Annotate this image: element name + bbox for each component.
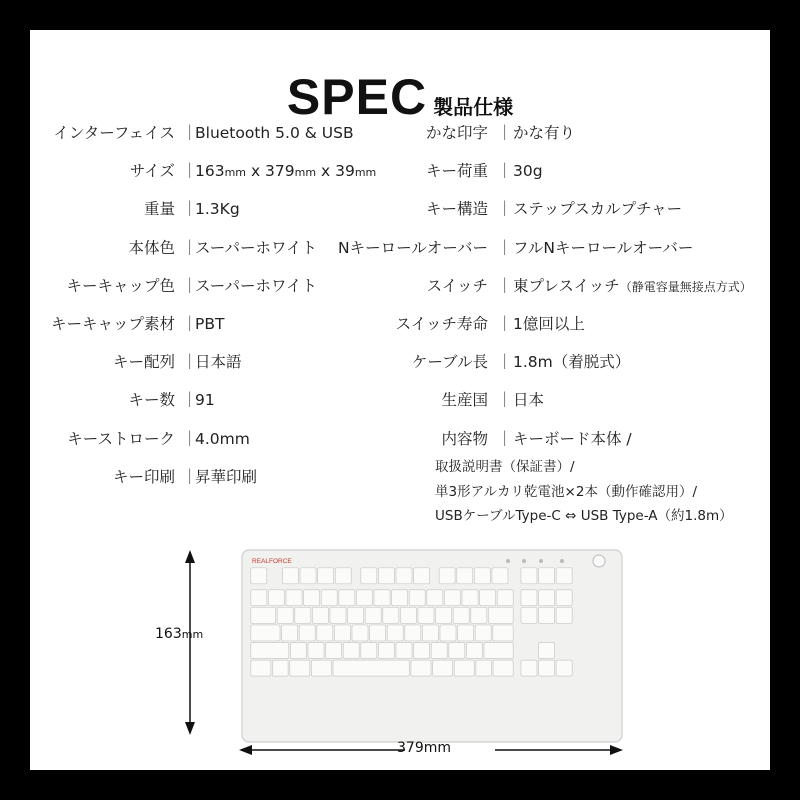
key: [352, 625, 368, 641]
key-function: [378, 568, 394, 584]
key: [436, 607, 452, 623]
spec-label: キー構造: [425, 200, 488, 219]
power-button: [593, 555, 605, 567]
spec-value: スーパーホワイト: [195, 276, 317, 295]
key-ctrl: [251, 660, 271, 676]
key: [405, 625, 421, 641]
key-nav: [521, 607, 537, 623]
key-function: [300, 568, 316, 584]
key-tab: [251, 607, 276, 623]
key: [400, 607, 416, 623]
key-henkan: [411, 660, 431, 676]
contents-item: 単3形アルカリ乾電池×2本（動作確認用）/: [435, 483, 697, 500]
height-dimension-label: 163mm: [155, 626, 204, 642]
spec-separator: ｜: [182, 315, 198, 333]
height-arrow: [185, 550, 195, 735]
spec-value: 163mm x 379mm x 39mm: [195, 162, 377, 181]
spec-note: （静電容量無接点方式）: [619, 279, 752, 294]
key: [422, 625, 438, 641]
spec-label: キー配列: [112, 353, 175, 372]
key-arrow-down: [539, 660, 555, 676]
spec-label: 重量: [143, 200, 175, 219]
spec-value: 1億回以上: [513, 315, 585, 333]
spec-separator: ｜: [182, 200, 198, 219]
right-spec-row: [30, 427, 770, 451]
spec-separator: ｜: [497, 353, 513, 372]
key-caps: [251, 625, 280, 641]
spec-value: 1.8m（着脱式）: [513, 353, 631, 372]
right-spec-row: [30, 236, 770, 260]
spec-value: 1.3Kg: [195, 200, 240, 219]
key-backspace: [497, 590, 513, 606]
key-nav: [521, 590, 537, 606]
spec-separator: ｜: [182, 353, 198, 372]
spec-separator: ｜: [182, 391, 198, 410]
page-title: [30, 68, 770, 126]
contents-item: USBケーブルType-C ⇔ USB Type-A（約1.8m）: [435, 508, 733, 524]
key-function: [396, 568, 412, 584]
key-function: [457, 568, 473, 584]
key-space: [333, 660, 409, 676]
key-ctrl: [493, 660, 513, 676]
spec-label: Nキーロールオーバー: [337, 238, 488, 257]
key-function: [439, 568, 455, 584]
key: [471, 607, 487, 623]
spec-separator: ｜: [182, 124, 198, 142]
spec-value: フルNキーロールオーバー: [513, 238, 694, 257]
key: [440, 625, 456, 641]
key: [444, 590, 460, 606]
right-spec-row: [30, 197, 770, 221]
key-nav-top: [521, 568, 537, 584]
key: [334, 625, 350, 641]
key: [475, 625, 491, 641]
key-function: [414, 568, 430, 584]
key: [348, 607, 364, 623]
key-fn: [476, 660, 492, 676]
width-dimension-label: 379mm: [397, 740, 451, 756]
spec-value: スーパーホワイト: [195, 238, 317, 257]
key: [378, 643, 394, 659]
key-nav: [539, 590, 555, 606]
key: [427, 590, 443, 606]
spec-separator: ｜: [182, 162, 198, 181]
key: [326, 643, 342, 659]
spec-value: 30g: [513, 162, 543, 181]
spec-value: 昇華印刷: [195, 467, 258, 486]
key: [392, 590, 408, 606]
key-shift-right: [484, 643, 513, 659]
key: [321, 590, 337, 606]
key-shift-left: [251, 643, 289, 659]
key: [409, 590, 425, 606]
spec-value: 4.0mm: [195, 429, 250, 448]
spec-value: PBT: [195, 315, 225, 333]
key-function: [335, 568, 351, 584]
title-main: SPEC: [286, 69, 428, 125]
right-spec-row: [30, 350, 770, 374]
spec-value: 日本語: [195, 353, 242, 372]
spec-label: キーキャップ色: [66, 276, 175, 295]
key-function: [318, 568, 334, 584]
right-spec-row: [30, 312, 770, 336]
key: [370, 625, 386, 641]
key-alt: [454, 660, 474, 676]
key-arrow-up: [539, 643, 555, 659]
spec-separator: ｜: [497, 162, 513, 181]
key: [286, 590, 302, 606]
key: [414, 643, 430, 659]
key-nav-top: [556, 568, 572, 584]
spec-value: Bluetooth 5.0 & USB: [195, 124, 354, 142]
key-enter: [488, 607, 513, 623]
spec-separator: ｜: [497, 315, 513, 333]
spec-value: かな有り: [513, 124, 576, 142]
key-kana: [433, 660, 453, 676]
spec-separator: ｜: [497, 276, 513, 295]
spec-label: 内容物: [441, 429, 488, 448]
spec-label: スイッチ寿命: [395, 315, 488, 333]
key-zenkaku: [251, 590, 267, 606]
key: [387, 625, 403, 641]
key: [418, 607, 434, 623]
spec-label: キー数: [128, 391, 175, 410]
spec-value: キーボード本体 /: [513, 429, 632, 448]
key-nav: [539, 607, 555, 623]
key: [317, 625, 333, 641]
spec-label: サイズ: [129, 162, 175, 181]
key: [304, 590, 320, 606]
key-win: [272, 660, 288, 676]
right-spec-row: [30, 121, 770, 145]
spec-value: 日本: [513, 391, 545, 410]
spec-label: 生産国: [441, 391, 488, 410]
right-spec-row: [30, 388, 770, 412]
key: [480, 590, 496, 606]
spec-label: キーキャップ素材: [50, 315, 175, 333]
key: [295, 607, 311, 623]
spec-separator: ｜: [497, 124, 513, 142]
spec-separator: ｜: [182, 467, 198, 486]
key: [343, 643, 359, 659]
spec-separator: ｜: [182, 429, 198, 448]
spec-label: スイッチ: [426, 276, 488, 295]
spec-label: かな印字: [425, 124, 488, 142]
spec-label: 本体色: [128, 238, 175, 257]
key: [299, 625, 315, 641]
keyboard-illustration: [170, 545, 770, 770]
key: [339, 590, 355, 606]
key: [277, 607, 293, 623]
spec-card: [30, 30, 770, 770]
key-nav-top: [539, 568, 555, 584]
spec-separator: ｜: [182, 238, 198, 257]
key-function: [492, 568, 508, 584]
key: [453, 607, 469, 623]
spec-separator: ｜: [497, 391, 513, 410]
spec-separator: ｜: [497, 200, 513, 219]
spec-label: キー荷重: [425, 162, 488, 181]
key: [308, 643, 324, 659]
key: [466, 643, 482, 659]
key: [312, 607, 328, 623]
key: [356, 590, 372, 606]
key-nav: [556, 607, 572, 623]
contents-item: 取扱説明書（保証書）/: [435, 459, 575, 475]
spec-value: ステップスカルプチャー: [513, 200, 683, 219]
key: [396, 643, 412, 659]
spec-value: 東プレスイッチ（静電容量無接点方式）: [513, 276, 752, 295]
spec-separator: ｜: [497, 238, 513, 257]
spec-value: 91: [195, 391, 215, 410]
key-enter-lower: [493, 625, 513, 641]
key: [330, 607, 346, 623]
key-function: [282, 568, 298, 584]
key: [290, 643, 306, 659]
key: [431, 643, 447, 659]
key: [449, 643, 465, 659]
key: [282, 625, 298, 641]
spec-label: インターフェイス: [53, 124, 175, 142]
key-muhenkan: [311, 660, 331, 676]
right-spec-row: [30, 159, 770, 183]
spec-label: キー印刷: [112, 467, 175, 486]
key: [462, 590, 478, 606]
key: [365, 607, 381, 623]
title-sub: 製品仕様: [433, 95, 514, 119]
spec-separator: ｜: [182, 276, 198, 295]
key-arrow-left: [521, 660, 537, 676]
spec-label: ケーブル長: [411, 353, 488, 372]
key: [268, 590, 284, 606]
brand-logo: REALFORCE: [252, 558, 292, 565]
key: [374, 590, 390, 606]
spec-separator: ｜: [497, 429, 513, 448]
spec-label: キーストローク: [67, 429, 175, 448]
key: [383, 607, 399, 623]
key: [458, 625, 474, 641]
right-spec-row: [30, 274, 770, 298]
key-arrow-right: [556, 660, 572, 676]
key-esc: [251, 568, 267, 584]
key: [361, 643, 377, 659]
key-function: [474, 568, 490, 584]
key-alt: [290, 660, 310, 676]
key-nav: [556, 590, 572, 606]
key-function: [361, 568, 377, 584]
